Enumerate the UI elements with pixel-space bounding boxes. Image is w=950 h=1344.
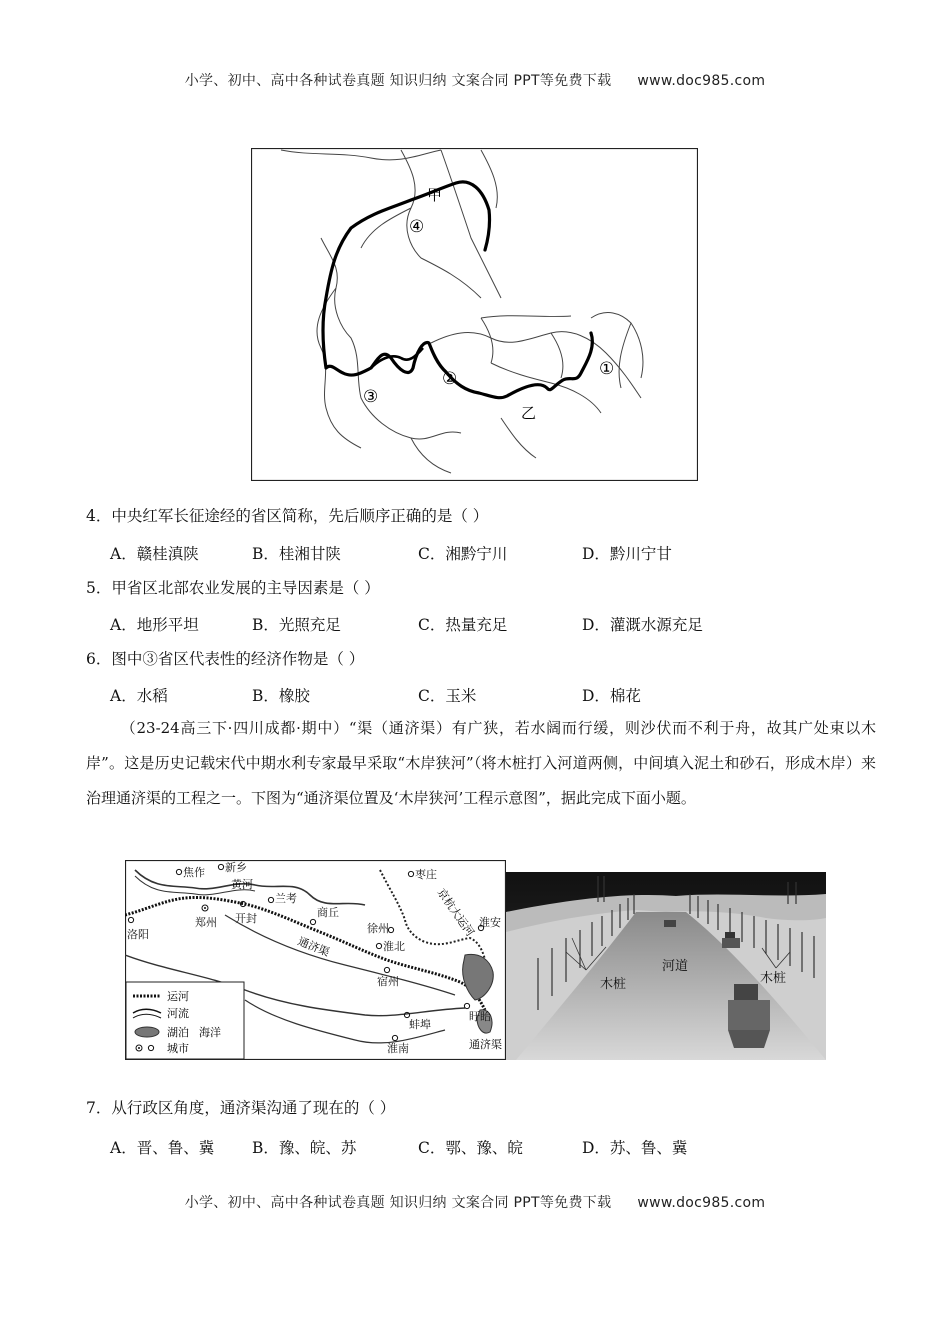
passage: [86, 711, 876, 816]
q5-option-d[interactable]: D．灌溉水源充足: [582, 616, 703, 634]
q6-option-a[interactable]: A．水稻: [110, 687, 168, 705]
label-jinghang: 京杭大运河: [434, 886, 477, 939]
q7-option-a[interactable]: A．晋、鲁、冀: [110, 1139, 215, 1157]
q6-option-c[interactable]: C．玉米: [418, 687, 477, 705]
city-jiaozuo: 焦作: [183, 866, 205, 879]
tongji-canal-map: [125, 860, 506, 1060]
city-huaibei: 淮北: [383, 940, 405, 953]
city-shangqiu: 商丘: [317, 906, 339, 919]
wooden-bank-photo: [506, 872, 826, 1060]
long-march-map: [251, 148, 698, 481]
label-huanghe: 黄河: [231, 878, 253, 891]
q4-option-d[interactable]: D．黔川宁甘: [582, 545, 672, 563]
q7-option-d[interactable]: D．苏、鲁、冀: [582, 1139, 688, 1157]
legend-canal: 运河: [167, 990, 189, 1003]
page-header: [0, 70, 950, 90]
city-suzhou: 宿州: [377, 975, 399, 988]
city-xuyi: 盱眙: [469, 1010, 491, 1023]
q7-stem: 7．从行政区角度，通济渠沟通了现在的（ ）: [86, 1099, 396, 1117]
label-tongji: 通济渠: [295, 934, 332, 960]
header-url: www.doc985.com: [637, 73, 766, 89]
city-luoyang: 洛阳: [127, 928, 149, 941]
city-huaian: 淮安: [479, 916, 501, 929]
photo-label-pile-right: 木桩: [760, 971, 787, 986]
q4-option-b[interactable]: B．桂湘甘陕: [252, 545, 341, 563]
map1-label-3: ③: [363, 387, 379, 407]
label-tongji-sea: 通济渠: [469, 1038, 502, 1051]
photo-label-channel: 河道: [662, 959, 689, 974]
q5-stem: 5．甲省区北部农业发展的主导因素是（ ）: [86, 579, 380, 597]
legend-lake: 湖泊: [167, 1026, 189, 1039]
legend-sea: 海洋: [199, 1026, 221, 1039]
city-zaozhuang: 枣庄: [415, 868, 437, 881]
q5-option-c[interactable]: C．热量充足: [418, 616, 508, 634]
q5-option-a[interactable]: A．地形平坦: [110, 616, 199, 634]
city-kaifeng: 开封: [235, 912, 257, 925]
q6-option-b[interactable]: B．橡胶: [252, 687, 310, 705]
photo-label-pile-left: 木桩: [600, 977, 627, 992]
city-lankao: 兰考: [275, 892, 297, 905]
map1-label-1: ①: [599, 359, 615, 379]
q4-option-c[interactable]: C．湘黔宁川: [418, 545, 508, 563]
q4-stem: 4．中央红军长征途经的省区简称，先后顺序正确的是（ ）: [86, 507, 489, 525]
city-xinxiang: 新乡: [225, 861, 247, 874]
city-huainan: 淮南: [387, 1042, 409, 1055]
header-text: 小学、初中、高中各种试卷真题 知识归纳 文案合同 PPT等免费下载: [184, 73, 612, 89]
city-bengbu: 蚌埠: [409, 1018, 431, 1031]
footer-text: 小学、初中、高中各种试卷真题 知识归纳 文案合同 PPT等免费下载: [184, 1195, 612, 1211]
q6-stem: 6．图中③省区代表性的经济作物是（ ）: [86, 650, 365, 668]
map2-legend: [126, 982, 244, 1059]
map1-label-yi: 乙: [521, 404, 537, 422]
boat-far: [664, 920, 676, 927]
map1-label-4: ④: [409, 217, 425, 237]
legend-city: 城市: [167, 1042, 189, 1055]
q7-option-b[interactable]: B．豫、皖、苏: [252, 1139, 357, 1157]
q5-option-b[interactable]: B．光照充足: [252, 616, 341, 634]
q7-option-c[interactable]: C．鄂、豫、皖: [418, 1139, 523, 1157]
city-zhengzhou: 郑州: [195, 916, 217, 929]
city-xuzhou: 徐州: [367, 922, 389, 935]
legend-river: 河流: [167, 1007, 189, 1020]
footer-url: www.doc985.com: [637, 1195, 766, 1211]
q4-option-a[interactable]: A．赣桂滇陕: [110, 545, 199, 563]
map1-label-2: ②: [442, 369, 458, 389]
q6-option-d[interactable]: D．棉花: [582, 687, 641, 705]
page-footer: [0, 1192, 950, 1212]
map1-label-jia: 甲: [427, 186, 443, 204]
passage-text: （23-24高三下·四川成都·期中）“渠（通济渠）有广狭，若水阔而行缓，则沙伏而不利于舟，故其广处束以木岸”。这是历史记载宋代中期水利专家最早采取“木岸狭河”（将木桩打入河道两侧，中间填入泥土和砂石，形成木岸）来治理通济渠的工程之一。下图为“通济渠位置及‘木岸狭河’工程示意图”，据此完成下面小题。: [86, 719, 876, 807]
